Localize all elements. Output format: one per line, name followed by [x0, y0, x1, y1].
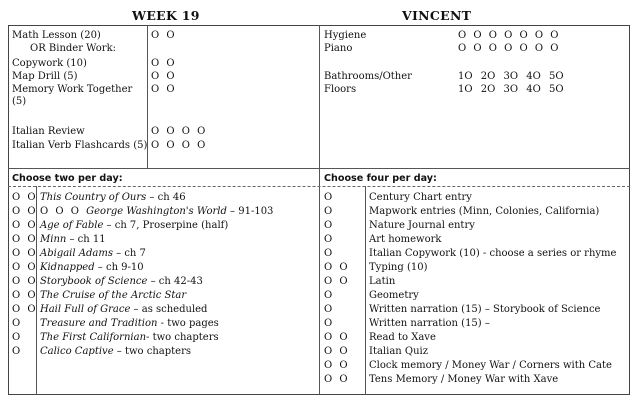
activity-marks[interactable]: O: [324, 304, 335, 315]
reading-detail: – ch 46: [146, 192, 186, 203]
floors-marks[interactable]: 1O 2O 3O 4O 5O: [458, 84, 564, 95]
activity-label: Art homework: [369, 234, 442, 245]
bathrooms-label: Bathrooms/Other: [324, 71, 412, 82]
copywork-marks[interactable]: O O: [151, 58, 177, 69]
reading-detail: – ch 9-10: [94, 262, 144, 273]
reading-item: [40, 192, 186, 204]
reading-marks[interactable]: O O: [12, 248, 38, 259]
math-lesson-label: Math Lesson (20): [12, 30, 101, 41]
italian-verb-marks[interactable]: O O O O: [151, 140, 208, 151]
reading-marks[interactable]: O O: [12, 290, 38, 301]
reading-detail: – 91-103: [226, 206, 274, 217]
activity-marks[interactable]: O: [324, 192, 335, 203]
bathrooms-marks[interactable]: 1O 2O 3O 4O 5O: [458, 71, 564, 82]
reading-item: [40, 332, 219, 344]
map-drill-label: Map Drill (5): [12, 71, 78, 82]
reading-title: Calico Captive: [40, 346, 114, 357]
activity-label: Century Chart entry: [369, 192, 472, 203]
choose-divider: [8, 186, 630, 187]
reading-item: [40, 206, 273, 218]
reading-marks[interactable]: O O: [12, 276, 38, 287]
activity-label: Tens Memory / Money War with Xave: [369, 374, 559, 385]
reading-marks[interactable]: O O: [12, 234, 38, 245]
reading-marks[interactable]: O: [12, 318, 23, 329]
italian-review-label: Italian Review: [12, 126, 85, 137]
floors-label: Floors: [324, 84, 357, 95]
reading-title: Hail Full of Grace: [40, 304, 131, 315]
reading-detail: – ch 11: [66, 234, 106, 245]
reading-title: George Washington's World: [86, 206, 227, 217]
reading-title: Storybook of Science: [40, 276, 148, 287]
memory-work-label: Memory Work Together (5): [12, 84, 133, 107]
copywork-label: Copywork (10): [12, 58, 87, 69]
reading-title: Minn: [40, 234, 67, 245]
activity-label: Italian Copywork (10) - choose a series or rhyme: [369, 248, 617, 259]
activity-marks[interactable]: O: [324, 318, 335, 329]
reading-detail: - two chapters: [146, 332, 219, 343]
binder-work-label: OR Binder Work:: [30, 43, 117, 54]
week-title: WEEK 19: [132, 8, 200, 23]
reading-marks[interactable]: O O: [12, 220, 38, 231]
piano-marks[interactable]: O O O O O O O: [458, 43, 559, 54]
reading-title: Treasure and Tradition: [40, 318, 158, 329]
reading-detail: – ch 7: [112, 248, 146, 259]
reading-item: [40, 304, 207, 316]
activity-label: Geometry: [369, 290, 419, 301]
italian-verb-label: Italian Verb Flashcards (5): [12, 140, 148, 151]
activity-marks[interactable]: O: [324, 234, 335, 245]
activity-label: Written narration (15) –: [369, 318, 490, 329]
reading-item: [40, 276, 203, 288]
choose-four-heading: Choose four per day:: [324, 173, 437, 184]
reading-detail: – ch 42-43: [147, 276, 203, 287]
reading-detail: – as scheduled: [130, 304, 208, 315]
activity-label: Nature Journal entry: [369, 220, 475, 231]
activity-marks[interactable]: O: [324, 290, 335, 301]
reading-item: [40, 346, 191, 358]
activity-marks[interactable]: O O: [324, 332, 350, 343]
hygiene-label: Hygiene: [324, 30, 367, 41]
piano-label: Piano: [324, 43, 353, 54]
reading-item: [40, 262, 144, 274]
activity-marks[interactable]: O O: [324, 374, 350, 385]
reading-title: The Cruise of the Arctic Star: [40, 290, 187, 301]
reading-extra-marks[interactable]: O O O: [40, 206, 87, 217]
reading-marks[interactable]: O: [12, 332, 23, 343]
reading-marks[interactable]: O O: [12, 192, 38, 203]
reading-marks[interactable]: O O: [12, 206, 38, 217]
activity-label: Read to Xave: [369, 332, 436, 343]
map-drill-marks[interactable]: O O: [151, 71, 177, 82]
activity-marks[interactable]: O: [324, 248, 335, 259]
activity-marks[interactable]: O O: [324, 276, 350, 287]
reading-item: [40, 318, 219, 330]
reading-title: The First Californian: [40, 332, 147, 343]
activity-label: Italian Quiz: [369, 346, 429, 357]
activity-label: Written narration (15) – Storybook of Science: [369, 304, 601, 315]
italian-review-marks[interactable]: O O O O: [151, 126, 208, 137]
reading-marks[interactable]: O O: [12, 304, 38, 315]
activity-label: Mapwork entries (Minn, Colonies, California): [369, 206, 600, 217]
activity-marks[interactable]: O O: [324, 360, 350, 371]
section-divider: [8, 168, 630, 169]
reading-detail: – ch 7, Proserpine (half): [103, 220, 229, 231]
activity-label: Typing (10): [369, 262, 428, 273]
reading-title: Abigail Adams: [40, 248, 113, 259]
reading-detail: - two pages: [157, 318, 219, 329]
choose-two-heading: Choose two per day:: [12, 173, 123, 184]
reading-item: [40, 248, 146, 260]
activity-marks[interactable]: O O: [324, 262, 350, 273]
reading-item: [40, 234, 106, 246]
reading-title: This Country of Ours: [40, 192, 147, 203]
activity-label: Latin: [369, 276, 396, 287]
reading-item: [40, 290, 186, 302]
reading-detail: – two chapters: [113, 346, 191, 357]
activity-label: Clock memory / Money War / Corners with Cate: [369, 360, 612, 371]
activity-marks[interactable]: O: [324, 206, 335, 217]
reading-title: Kidnapped: [40, 262, 95, 273]
reading-marks[interactable]: O O: [12, 262, 38, 273]
reading-marks[interactable]: O: [12, 346, 23, 357]
bottom-right-marks-divider: [365, 186, 366, 395]
hygiene-marks[interactable]: O O O O O O O: [458, 30, 559, 41]
memory-work-marks[interactable]: O O: [151, 84, 177, 95]
student-name: VINCENT: [402, 8, 472, 23]
activity-marks[interactable]: O O: [324, 346, 350, 357]
activity-marks[interactable]: O: [324, 220, 335, 231]
math-lesson-marks[interactable]: O O: [151, 30, 177, 41]
center-divider: [319, 25, 320, 395]
reading-item: [40, 220, 228, 232]
reading-title: Age of Fable: [40, 220, 104, 231]
